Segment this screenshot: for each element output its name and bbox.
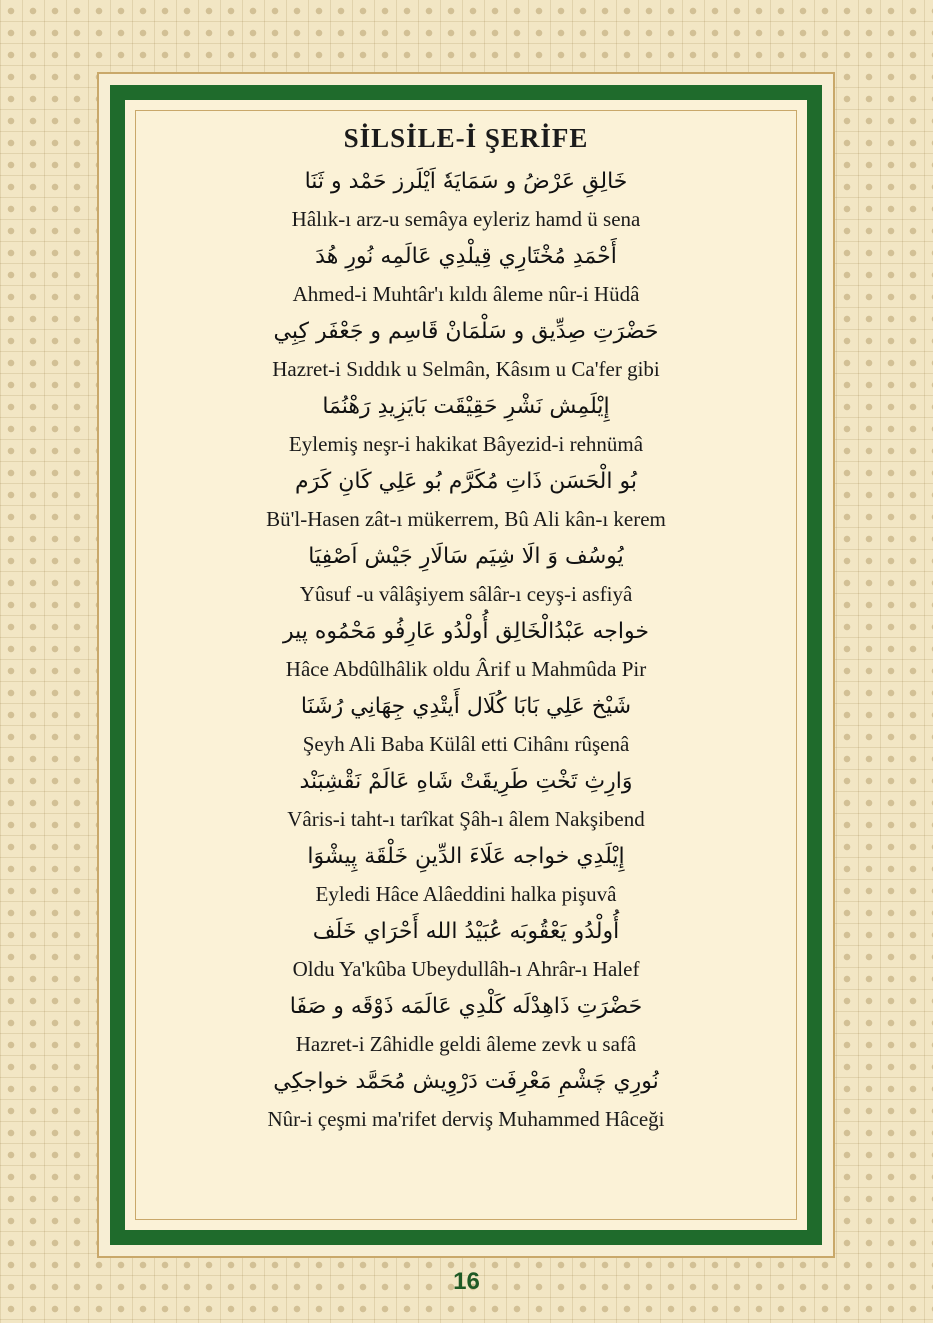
verse-transliteration: Nûr-i çeşmi ma'rifet derviş Muhammed Hâceği [267, 1107, 665, 1131]
verse-transliteration: Ahmed-i Muhtâr'ı kıldı âleme nûr-i Hüdâ [292, 282, 640, 306]
verse [125, 687, 807, 762]
verse-transliteration: Hâlık-ı arz-u semâya eyleriz hamd ü sena [291, 207, 641, 231]
verse-transliteration: Oldu Ya'kûba Ubeydullâh-ı Ahrâr-ı Halef [292, 957, 640, 981]
verse-arabic: إِيْلَمِش نَشْرِ حَقِيْقَت بَايَزِيدِ رَهْنُمَا [322, 394, 610, 419]
verse-transliteration: Yûsuf -u vâlâşiyem sâlâr-ı ceyş-i asfiyâ [299, 582, 633, 606]
verse-arabic: أَحْمَدِ مُخْتَارِي قِيلْدِي عَالَمِه نُورِ هُدَ [315, 244, 617, 269]
verse [125, 837, 807, 912]
verse-arabic: خواجه عَبْدُالْخَالِق أُولْدُو عَارِفُو مَحْمُوه پير [283, 619, 649, 644]
verse-arabic: إِيْلَدِي خواجه عَلَاءَ الدِّينِ خَلْقَة پِيشْوَا [307, 844, 625, 869]
page-number: 16 [453, 1268, 480, 1295]
verse [125, 162, 807, 237]
verse-arabic: بُو الْحَسَن ذَاتِ مُكَرَّم بُو عَلِي كَانِ كَرَم [295, 469, 637, 494]
verse [125, 312, 807, 387]
verse-arabic: يُوسُف وَ الَا شِيَم سَالَارِ جَيْش اَصْفِيَا [308, 544, 624, 569]
verse-arabic: حَضْرَتِ صِدِّيق و سَلْمَانْ قَاسِم و جَعْفَر كِبِي [273, 319, 659, 344]
verse-transliteration: Şeyh Ali Baba Külâl etti Cihânı rûşenâ [302, 732, 630, 756]
verse [125, 612, 807, 687]
verse-arabic: وَارِثِ تَخْتِ طَرِيقَتْ شَاهِ عَالَمْ نَقْشِبَنْد [299, 769, 633, 794]
verse-transliteration: Bü'l-Hasen zât-ı mükerrem, Bû Ali kân-ı kerem [266, 507, 666, 531]
verse-transliteration: Eyledi Hâce Alâeddini halka pişuvâ [315, 882, 617, 906]
page-title: SİLSİLE-İ ŞERİFE [343, 123, 589, 153]
verse [125, 537, 807, 612]
verse-arabic: نُورِي چَشْمِ مَعْرِفَت دَرْوِيش مُحَمَّد خواجكِي [273, 1069, 659, 1094]
verse [125, 387, 807, 462]
verse-arabic: أُولْدُو يَعْقُوبَه عُبَيْدُ الله أَحْرَاي خَلَف [312, 919, 620, 944]
verse [125, 462, 807, 537]
verse-list [125, 162, 807, 1137]
verse-arabic: شَيْخ عَلِي بَابَا كُلَال أَيتْدِي جِهَانِي رُشَنَا [300, 694, 632, 719]
verse [125, 987, 807, 1062]
verse [125, 762, 807, 837]
verse-arabic: حَضْرَتِ ذَاهِدْلَه كَلْدِي عَالَمَه ذَوْقَه و صَفَا [289, 994, 643, 1019]
verse [125, 912, 807, 987]
verse-arabic: خَالِقِ عَرْضُ و سَمَايَهٗ اَيْلَرز حَمْد و ثَنَا [304, 169, 628, 194]
verse [125, 1062, 807, 1137]
verse-transliteration: Eylemiş neşr-i hakikat Bâyezid-i rehnümâ [288, 432, 644, 456]
verse [125, 237, 807, 312]
verse-transliteration: Hazret-i Sıddık u Selmân, Kâsım u Ca'fer gibi [272, 357, 660, 381]
verse-transliteration: Vâris-i taht-ı tarîkat Şâh-ı âlem Nakşibend [287, 807, 645, 831]
page-frame [110, 85, 822, 1245]
verse-transliteration: Hâce Abdûlhâlik oldu Ârif u Mahmûda Pir [285, 657, 647, 681]
poem-content [125, 122, 807, 1137]
verse-transliteration: Hazret-i Zâhidle geldi âleme zevk u safâ [295, 1032, 637, 1056]
